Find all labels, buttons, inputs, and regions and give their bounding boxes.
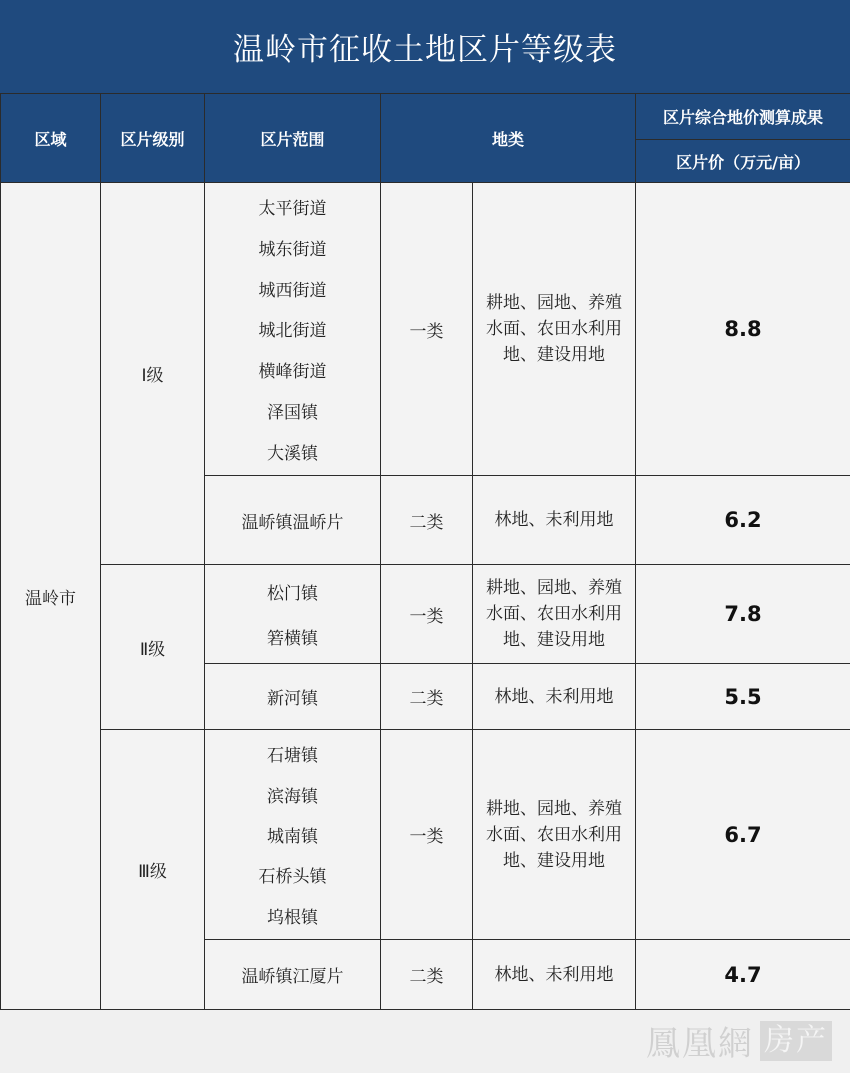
class-cell: 二类 xyxy=(381,940,473,1010)
header-grade: 区片级别 xyxy=(101,94,205,183)
range-item: 石塘镇 xyxy=(267,746,318,767)
range-item: 横峰街道 xyxy=(258,362,327,383)
range-item: 城北街道 xyxy=(258,321,327,342)
header-region: 区域 xyxy=(1,94,101,183)
range-item: 箬横镇 xyxy=(267,629,318,650)
range-item: 城西街道 xyxy=(258,280,327,301)
price-cell: 4.7 xyxy=(636,940,850,1010)
land-grade-table xyxy=(0,93,850,1010)
range-cell: 温峤镇江厦片 xyxy=(205,940,381,1010)
range-cell xyxy=(205,565,381,664)
class-cell: 二类 xyxy=(381,664,473,730)
land-line: 地、建设用地 xyxy=(503,345,605,365)
land-line: 水面、农田水利用 xyxy=(486,604,622,624)
region-cell: 温岭市 xyxy=(1,183,101,1010)
range-item: 太平街道 xyxy=(258,199,327,220)
range-item: 滨海镇 xyxy=(267,786,318,807)
range-item: 石桥头镇 xyxy=(258,867,327,888)
grade-cell: Ⅱ级 xyxy=(101,565,205,730)
range-cell: 温峤镇温峤片 xyxy=(205,476,381,565)
header-land-type: 地类 xyxy=(381,94,636,183)
land-line: 耕地、园地、养殖 xyxy=(486,293,622,313)
land-line: 水面、农田水利用 xyxy=(486,319,622,339)
range-item: 城南镇 xyxy=(267,826,318,847)
page-title: 温岭市征收土地区片等级表 xyxy=(0,0,850,94)
price-cell: 8.8 xyxy=(636,183,850,476)
range-item: 大溪镇 xyxy=(267,443,318,464)
land-line: 水面、农田水利用 xyxy=(486,824,622,845)
land-line: 地、建设用地 xyxy=(503,850,605,871)
range-item: 坞根镇 xyxy=(267,907,318,928)
land-line: 耕地、园地、养殖 xyxy=(486,578,622,598)
class-cell: 一类 xyxy=(381,183,473,476)
range-cell xyxy=(205,730,381,940)
watermark-box: 房产 xyxy=(760,1021,832,1061)
land-line: 地、建设用地 xyxy=(503,630,605,650)
range-cell xyxy=(205,183,381,476)
land-type-cell xyxy=(473,730,636,940)
land-type-cell: 林地、未利用地 xyxy=(473,476,636,565)
header-range: 区片范围 xyxy=(205,94,381,183)
grade-cell: Ⅲ级 xyxy=(101,730,205,1010)
land-line: 耕地、园地、养殖 xyxy=(486,798,622,819)
class-cell: 一类 xyxy=(381,730,473,940)
price-cell: 6.2 xyxy=(636,476,850,565)
price-cell: 7.8 xyxy=(636,565,850,664)
ifeng-watermark-logo xyxy=(646,1016,832,1065)
land-type-cell: 林地、未利用地 xyxy=(473,940,636,1010)
land-type-cell xyxy=(473,565,636,664)
land-type-cell: 林地、未利用地 xyxy=(473,664,636,730)
price-cell: 6.7 xyxy=(636,730,850,940)
grade-cell: Ⅰ级 xyxy=(101,183,205,565)
class-cell: 二类 xyxy=(381,476,473,565)
land-type-cell xyxy=(473,183,636,476)
range-cell: 新河镇 xyxy=(205,664,381,730)
range-item: 松门镇 xyxy=(267,583,318,604)
header-result: 区片综合地价测算成果 xyxy=(636,94,850,140)
class-cell: 一类 xyxy=(381,565,473,664)
price-cell: 5.5 xyxy=(636,664,850,730)
range-item: 泽国镇 xyxy=(267,402,318,423)
watermark-text: 鳳凰網 xyxy=(646,1024,754,1064)
range-item: 城东街道 xyxy=(258,240,327,261)
header-price-unit: 区片价（万元/亩） xyxy=(636,140,850,183)
